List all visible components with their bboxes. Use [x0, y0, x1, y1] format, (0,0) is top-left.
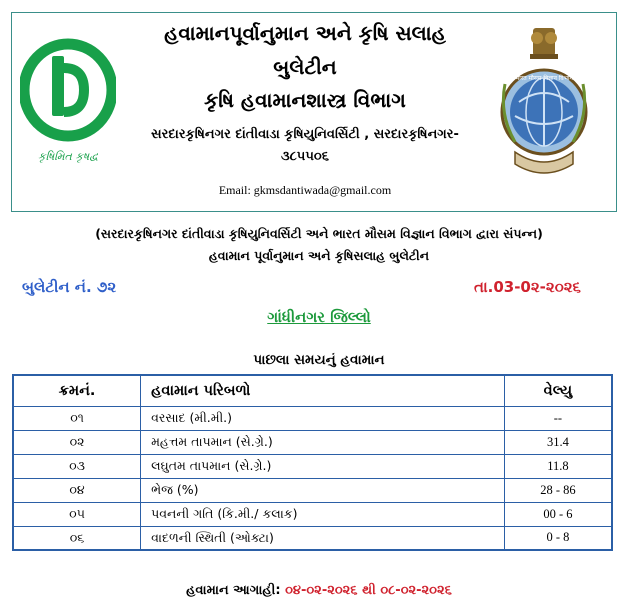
row-parameter: પવનની ગતિ (કિ.મી./ કલાક)	[141, 502, 505, 526]
table-row	[13, 430, 612, 454]
past-weather-table	[12, 374, 613, 551]
table-header-row	[13, 375, 612, 406]
row-parameter: વરસાદ (મી.મી.)	[141, 406, 505, 430]
forecast-heading	[0, 583, 638, 598]
row-parameter: મહત્તમ તાપમાન (સે.ગ્રે.)	[141, 430, 505, 454]
table-row	[13, 406, 612, 430]
past-weather-title: પાછલા સમયનું હવામાન	[253, 352, 385, 368]
row-serial: ૦૬	[13, 526, 141, 550]
imd-emblem	[497, 24, 591, 182]
address-line-1: સરદારકૃષિનગર દાંતીવાડા કૃષિયુનિવર્સિટી , સરદારકૃષિનગર-	[151, 127, 459, 142]
table-row	[13, 454, 612, 478]
email-text: Email: gkmsdantiwada@gmail.com	[218, 183, 392, 197]
collaboration-note: (સરદારકૃષિનગર દાંતીવાડા કૃષિયુનિવર્સિટી અને ભારત મૌસમ વિજ્ઞાન વિભાગ દ્વારા સંપન્ન)	[95, 226, 543, 241]
row-value: --	[504, 406, 612, 430]
row-value: 31.4	[504, 430, 612, 454]
forecast-dates: ૦૪-૦૨-૨૦૨૬ થી ૦૮-૦૨-૨૦૨૬	[285, 583, 452, 598]
row-serial: ૦૧	[13, 406, 141, 430]
forecast-label: હવામાન આગાહી:	[186, 583, 286, 598]
row-serial: ૦૪	[13, 478, 141, 502]
bulletin-date: તા.03-0૨-૨૦૨૬	[474, 278, 581, 296]
logo-caption: કૃષિમિત કૃષદ્વ	[37, 150, 99, 163]
address	[130, 124, 480, 168]
emblem-text: भारत मौसम विज्ञान विभाग	[515, 75, 573, 82]
row-serial: ૦૫	[13, 502, 141, 526]
bulletin-number: બુલેટીન નં. ૭૨	[22, 278, 117, 296]
table-row	[13, 478, 612, 502]
row-serial: ૦૩	[13, 454, 141, 478]
row-parameter: વાદળની સ્થિતી (ઓક્ટા)	[141, 526, 505, 550]
row-value: 00 - 6	[504, 502, 612, 526]
title-line-2: બુલેટીન	[273, 55, 337, 79]
table-row	[13, 526, 612, 550]
title-line-3: કૃષિ હવામાનશાસ્ત્ર વિભાગ	[204, 88, 406, 112]
header-value: વેલ્યુ	[504, 375, 612, 406]
row-parameter: ભેજ (%)	[141, 478, 505, 502]
bulletin-subtitle: હવામાન પૂર્વાનુમાન અને કૃષિસલાહ બુલેટીન	[208, 248, 430, 263]
header-parameter: હવામાન પરિબળો	[141, 375, 505, 406]
row-serial: ૦૨	[13, 430, 141, 454]
row-value: 0 - 8	[504, 526, 612, 550]
district-name: ગાંધીનગર જિલ્લો	[267, 308, 371, 326]
address-line-2: ૩૮૫૫૦૬	[281, 149, 329, 164]
row-parameter: લઘુતમ તાપમાન (સે.ગ્રે.)	[141, 454, 505, 478]
university-logo	[20, 38, 116, 164]
table-row	[13, 502, 612, 526]
district-heading	[0, 308, 638, 326]
title-line-1: હવામાનપૂર્વાનુમાન અને કૃષિ સલાહ	[164, 21, 446, 45]
row-value: 11.8	[504, 454, 612, 478]
header-serial: ક્રમનં.	[13, 375, 141, 406]
row-value: 28 - 86	[504, 478, 612, 502]
